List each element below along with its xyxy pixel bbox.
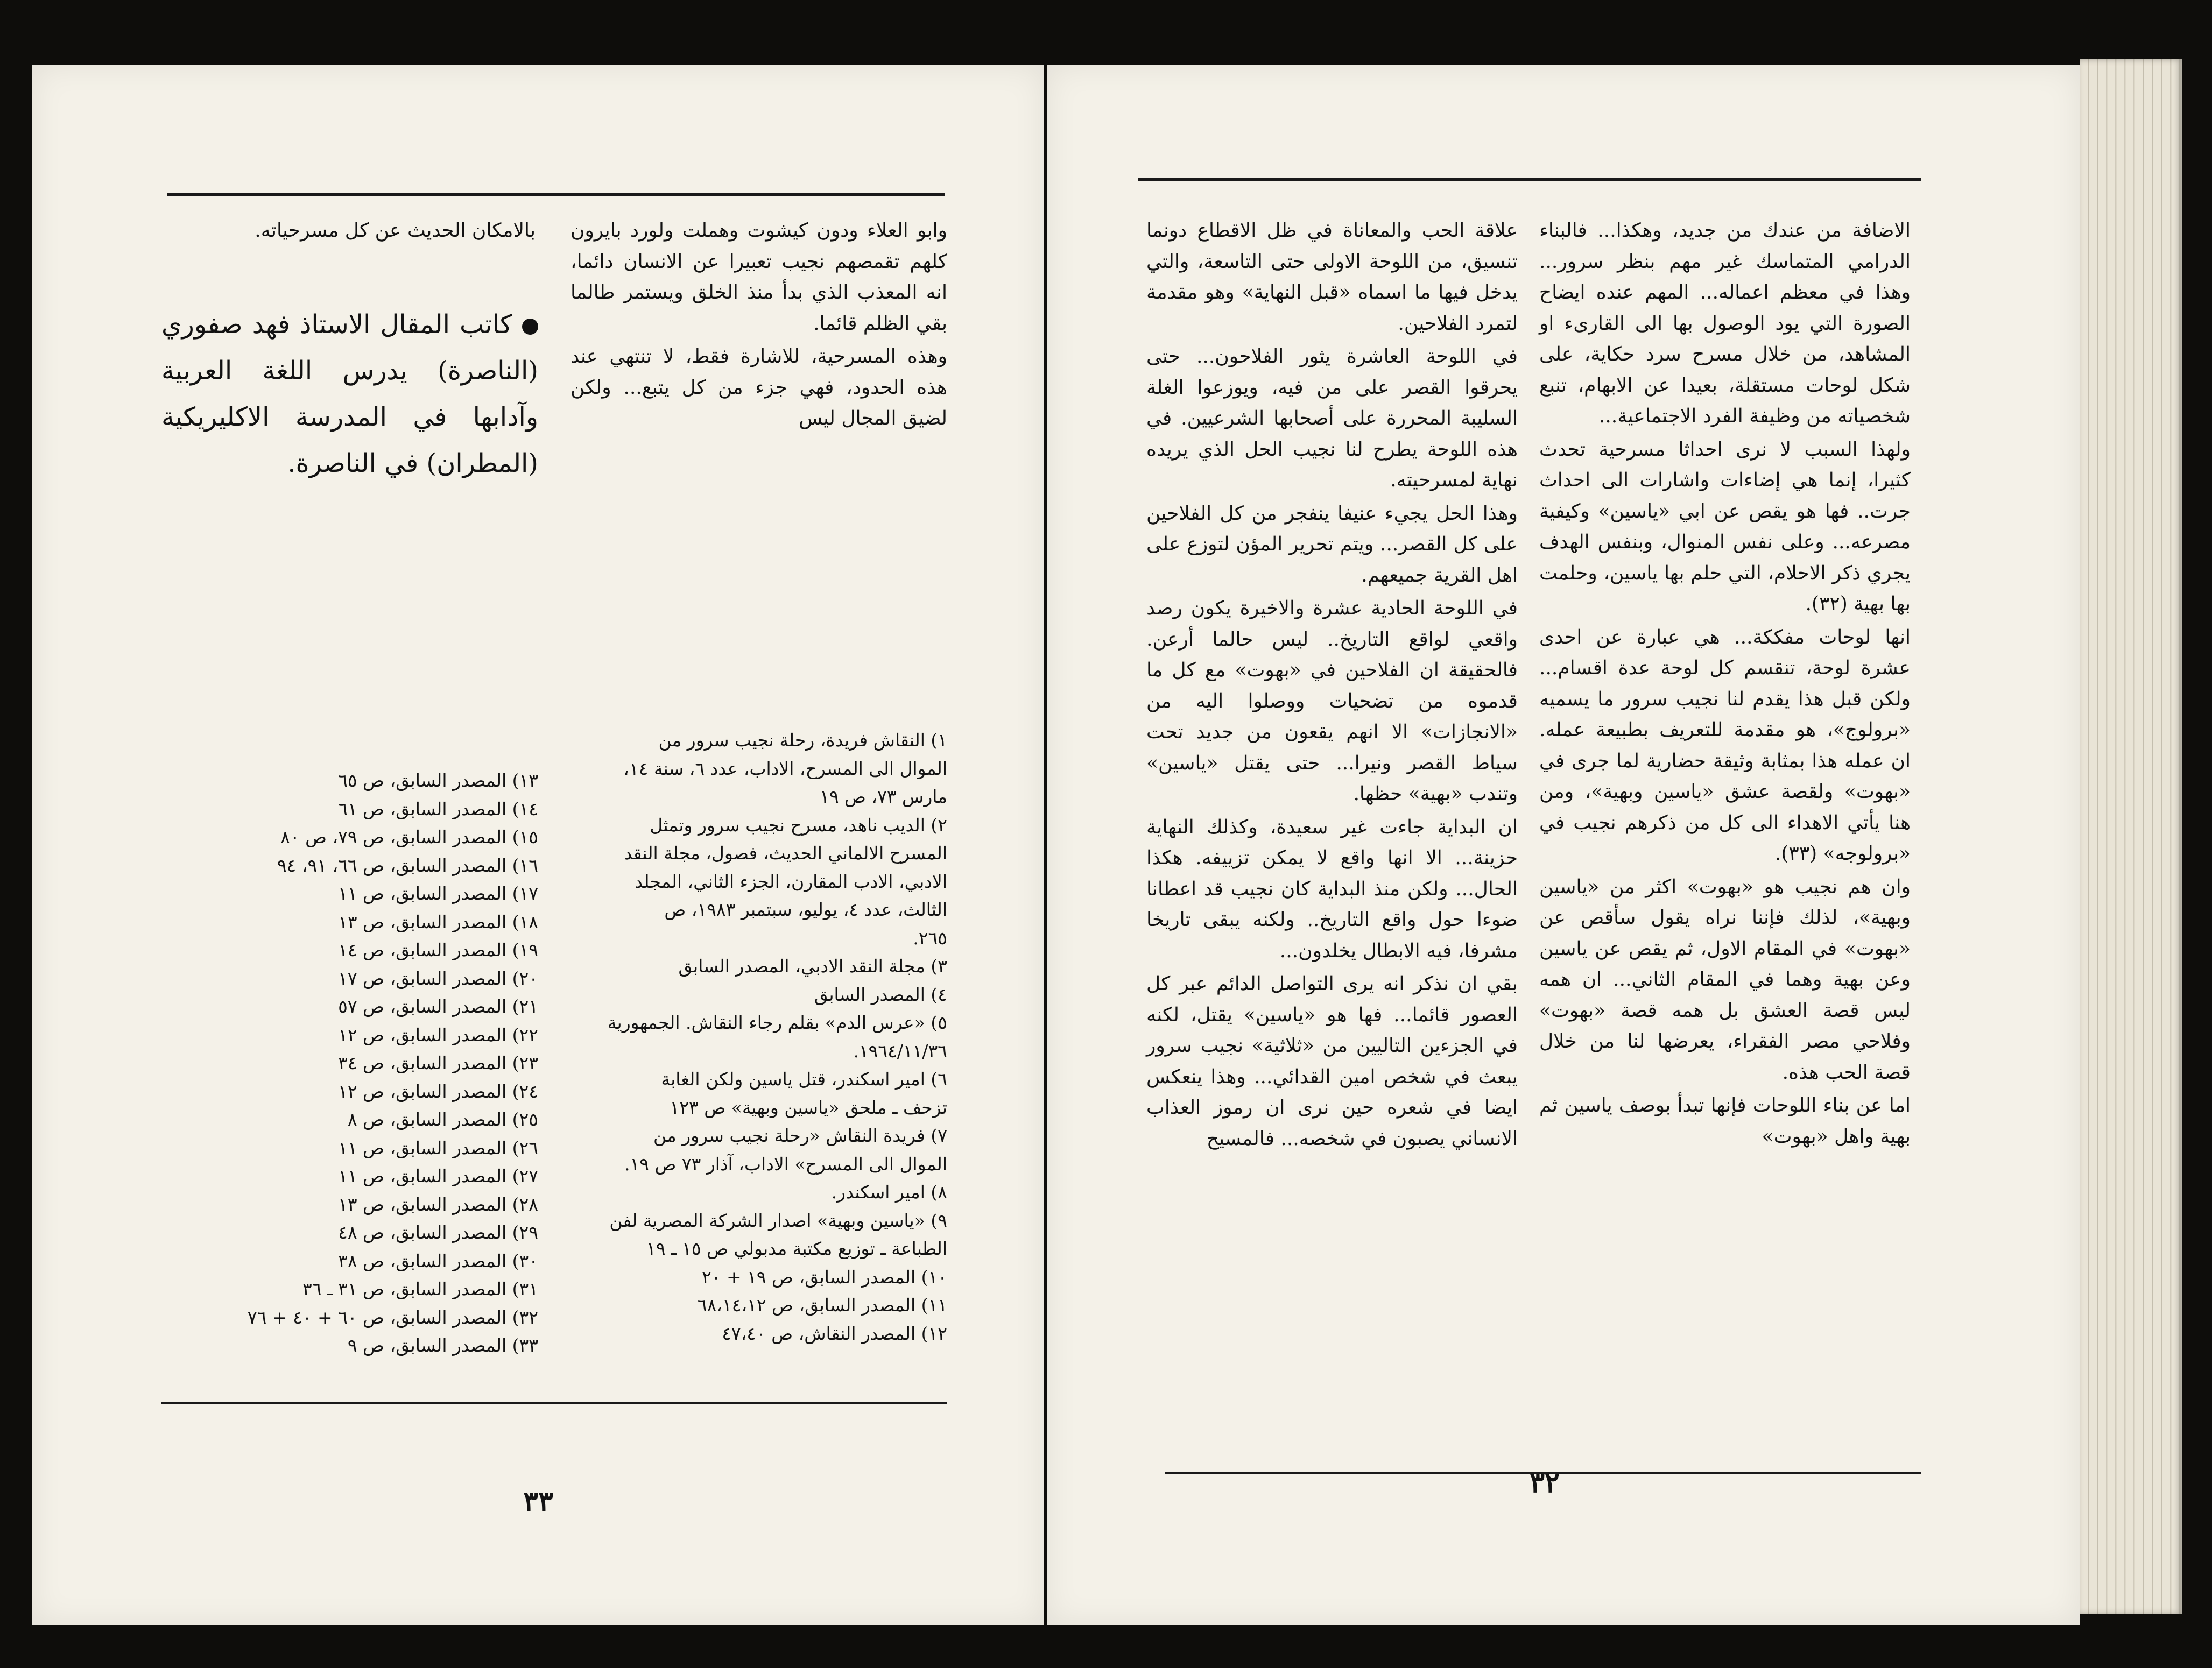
footnote: ٢٣) المصدر السابق، ص ٣٤	[338, 1052, 538, 1073]
footnote: ١٩٦٤/١١/٣٦.	[853, 1040, 947, 1062]
footnote: ١٥) المصدر السابق، ص ٧٩، ص ٨٠	[280, 826, 538, 847]
footnote: ١٩) المصدر السابق، ص ١٤	[338, 939, 538, 960]
footnote: ٢١) المصدر السابق، ص ٥٧	[338, 996, 538, 1017]
paragraph: اما عن بناء اللوحات فإنها تبدأ بوصف ياسين ثم بهية واهل «بهوت»	[1539, 1094, 1911, 1148]
footnote: ١٣) المصدر السابق، ص ٦٥	[338, 770, 538, 791]
footnote: الطباعة ـ توزيع مكتبة مدبولي ص ١٥ ـ ١٩	[646, 1238, 947, 1259]
footnote: ٢٦٥.	[913, 927, 947, 949]
paragraph: وان هم نجيب هو «بهوت» اكثر من «ياسين وبهية»، لذلك فإننا نراه يقول سأقص عن «بهوت» في المقام الاول، ثم يقص عن ياسين وعن بهية وهما في المقام الثاني... ان همه ليس قصة العشق بل همه قصة «بهوت» وفلاحي مصر الفقراء، يعرضها لنا من خلال قصة الحب هذه.	[1539, 875, 1911, 1084]
footnotes-left	[161, 767, 538, 1364]
paragraph: الاضافة من عندك من جديد، وهكذا... فالبناء الدرامي المتماسك غير مهم بنظر سرور... وهذا في معظم اعماله... المهم عنده ايضاح الصورة التي يود الوصول بها الى القارىء او المشاهد، من خلال مسرح سرد حكاية، على شكل لوحات مستقلة، بعيدا عن الابهام، تنبع شخصياته من وظيفة الفرد الاجتماعية...	[1539, 220, 1911, 427]
footnote: ٢٨) المصدر السابق، ص ١٣	[338, 1193, 538, 1215]
footnote: ١٤) المصدر السابق، ص ٦١	[338, 798, 538, 819]
footnote: ٥) «عرس الدم» بقلم رجاء النقاش. الجمهورية	[607, 1012, 947, 1033]
footnote: ١١) المصدر السابق، ص ٦٨،١٤،١٢	[697, 1295, 947, 1316]
footnote: ٣١) المصدر السابق، ص ٣١ ـ ٣٦	[302, 1278, 538, 1299]
footnote: ٣٣) المصدر السابق، ص ٩	[347, 1335, 538, 1356]
right-page-column-left	[1146, 215, 1518, 1469]
footnote: الثالث، عدد ٤، يوليو، سبتمبر ١٩٨٣، ص	[664, 899, 947, 920]
footnote: ١٠) المصدر السابق، ص ١٩ + ٢٠	[702, 1266, 947, 1288]
footnote: ٢٦) المصدر السابق، ص ١١	[338, 1137, 538, 1158]
footnote: تزحف ـ ملحق «ياسين وبهية» ص ١٢٣	[670, 1097, 947, 1118]
author-note-text: كاتب المقال الاستاذ فهد صفوري (الناصرة) يدرس اللغة العربية وآدابها في المدرسة الاكليريكية (المطران) في الناصرة.	[161, 309, 538, 478]
footnote: الادبي، الادب المقارن، الجزء الثاني، المجلد	[635, 871, 947, 892]
paragraph: ان البداية جاءت غير سعيدة، وكذلك النهاية حزينة... الا انها واقع لا يمكن تزييفه. هكذا الحال... ولكن منذ البداية كان نجيب قد اعطانا ضوءا حول واقع التاريخ.. ولكنه يبقى تاريخا مشرفا، فيه الابطال يخلدون...	[1146, 816, 1518, 962]
footnote: ١٨) المصدر السابق، ص ١٣	[338, 911, 538, 932]
footnote: ١٧) المصدر السابق، ص ١١	[338, 883, 538, 904]
right-page-column-right	[1539, 215, 1911, 1469]
footnote: ٢٤) المصدر السابق، ص ١٢	[338, 1080, 538, 1102]
footnote: ٩) «ياسين وبهية» اصدار الشركة المصرية لفن	[609, 1210, 947, 1231]
footnote: ٢٩) المصدر السابق، ص ٤٨	[338, 1222, 538, 1243]
footnote: مارس ٧٣، ص ١٩	[820, 786, 947, 807]
footnote: ٢) الديب ناهد، مسرح نجيب سرور وتمثل	[650, 814, 947, 836]
paragraph: وهذا الحل يجيء عنيفا ينفجر من كل الفلاحين على كل القصر... ويتم تحرير المؤن لتوزع على اهل القرية جميعهم.	[1146, 502, 1518, 586]
left-page-column-right	[570, 215, 947, 517]
paragraph: بقي ان نذكر انه يرى التواصل الدائم عبر كل العصور قائما... فها هو «ياسين» يقتل، لكنه في الجزءين التاليين من «ثلاثية» نجيب سرور يبعث في شخص امين القدائي... وهذا ينعكس ايضا في شعره حين نرى ان رموز العذاب الانساني يصبون في شخصه... فالمسيح	[1146, 973, 1518, 1150]
bullet-icon	[522, 319, 538, 335]
footnote: ٨) امير اسكندر.	[831, 1182, 947, 1203]
footnote: الموال الى المسرح، الاداب، عدد ٦، سنة ١٤،	[623, 758, 947, 779]
left-page-column-left	[161, 215, 536, 248]
paragraph: انها لوحات مفككة... هي عبارة عن احدى عشرة لوحة، تنقسم كل لوحة عدة اقسام... ولكن قبل هذا يقدم لنا نجيب سرور ما يسميه «برولوج»، هو مقدمة للتعريف بطبيعة عمله. ان عمله هذا بمثابة وثيقة حضارية لما جرى في «بهوت» ولقصة عشق «ياسين وبهية»، ومن هنا يأتي الاهداء الى كل من ذكرهم نجيب في «برولوجه» (٣٣).	[1539, 626, 1911, 865]
author-note	[161, 301, 538, 495]
paragraph: وابو العلاء ودون كيشوت وهملت ولورد بايرون كلهم تقمصهم نجيب تعبيرا عن الانسان دائما، انه المعذب الذي بدأ منذ الخلق ويستمر طالما بقي الظلم قائما.	[570, 220, 947, 335]
paragraph: علاقة الحب والمعاناة في ظل الاقطاع دونما تنسيق، من اللوحة الاولى حتى التاسعة، والتي يدخل فيها ما اسماه «قبل النهاية» وهو مقدمة لتمرد الفلاحين.	[1146, 220, 1518, 335]
footnote: ٤) المصدر السابق	[814, 984, 947, 1005]
footnote: ٧) فريدة النقاش «رحلة نجيب سرور من	[653, 1125, 947, 1146]
paragraph: بالامكان الحديث عن كل مسرحياته.	[255, 220, 536, 242]
footnote: المسرح الالماني الحديث، فصول، مجلة النقد	[624, 843, 947, 864]
bottom-rule-left	[161, 1402, 947, 1404]
paragraph: وهذه المسرحية، للاشارة فقط، لا تنتهي عند هذه الحدود، فهي جزء من كل يتبع... ولكن لضيق المجال ليس	[570, 345, 947, 429]
paragraph: في اللوحة الحادية عشرة والاخيرة يكون رصد واقعي لواقع التاريخ.. ليس حالما أرعن. فالحقيقة ان الفلاحين في «بهوت» مع كل ما قدموه من تضحيات ووصلوا اليه من «الانجازات» الا انهم يقعون من جديد تحت سياط القصر ونيرا... حتى يقتل «ياسين» وتندب «بهية» حظها.	[1146, 597, 1518, 805]
paragraph: ولهذا السبب لا نرى احداثا مسرحية تحدث كثيرا، إنما هي إضاءات واشارات الى احداث جرت.. فها هو يقص عن ابي «ياسين» وكيفية مصرعه... وعلى نفس المنوال، وبنفس الهدف يجري ذكر الاحلام، التي حلم بها ياسين، وحلمت بها بهية (٣٢).	[1539, 438, 1911, 615]
footnote: الموال الى المسرح» الاداب، آذار ٧٣ ص ١٩.	[624, 1153, 947, 1175]
footnote: ٣) مجلة النقد الادبي، المصدر السابق	[678, 956, 947, 977]
page-edges	[2080, 59, 2182, 1614]
footnotes-right	[570, 726, 947, 1356]
footnote: ٣٠) المصدر السابق، ص ٣٨	[338, 1250, 538, 1271]
footnote: ١) النقاش فريدة، رحلة نجيب سرور من	[658, 730, 947, 751]
footnote: ٢٠) المصدر السابق، ص ١٧	[338, 967, 538, 989]
top-rule-right	[1138, 178, 1921, 181]
footnote: ٣٢) المصدر السابق، ص ٦٠ + ٤٠ + ٧٦	[247, 1306, 538, 1328]
page-number-left: ٣٣	[523, 1485, 553, 1518]
footnote: ٢٧) المصدر السابق، ص ١١	[338, 1165, 538, 1186]
page-number-right: ٣٢	[1530, 1466, 1560, 1499]
footnote: ٢٥) المصدر السابق، ص ٨	[347, 1109, 538, 1130]
footnote: ٦) امير اسكندر، قتل ياسين ولكن الغابة	[661, 1069, 947, 1090]
footnote: ٢٢) المصدر السابق، ص ١٢	[338, 1024, 538, 1045]
paragraph: في اللوحة العاشرة يثور الفلاحون... حتى يحرقوا القصر على من فيه، ويوزعوا الغلة السليبة المحررة على أصحابها الشرعيين. في هذه اللوحة يطرح لنا نجيب الحل الذي يريده نهاية لمسرحيته.	[1146, 345, 1518, 491]
top-rule-left	[167, 193, 945, 196]
footnote: ١٢) المصدر النقاش، ص ٤٧،٤٠	[722, 1323, 947, 1344]
footnote: ١٦) المصدر السابق، ص ٦٦، ٩١، ٩٤	[277, 854, 538, 876]
